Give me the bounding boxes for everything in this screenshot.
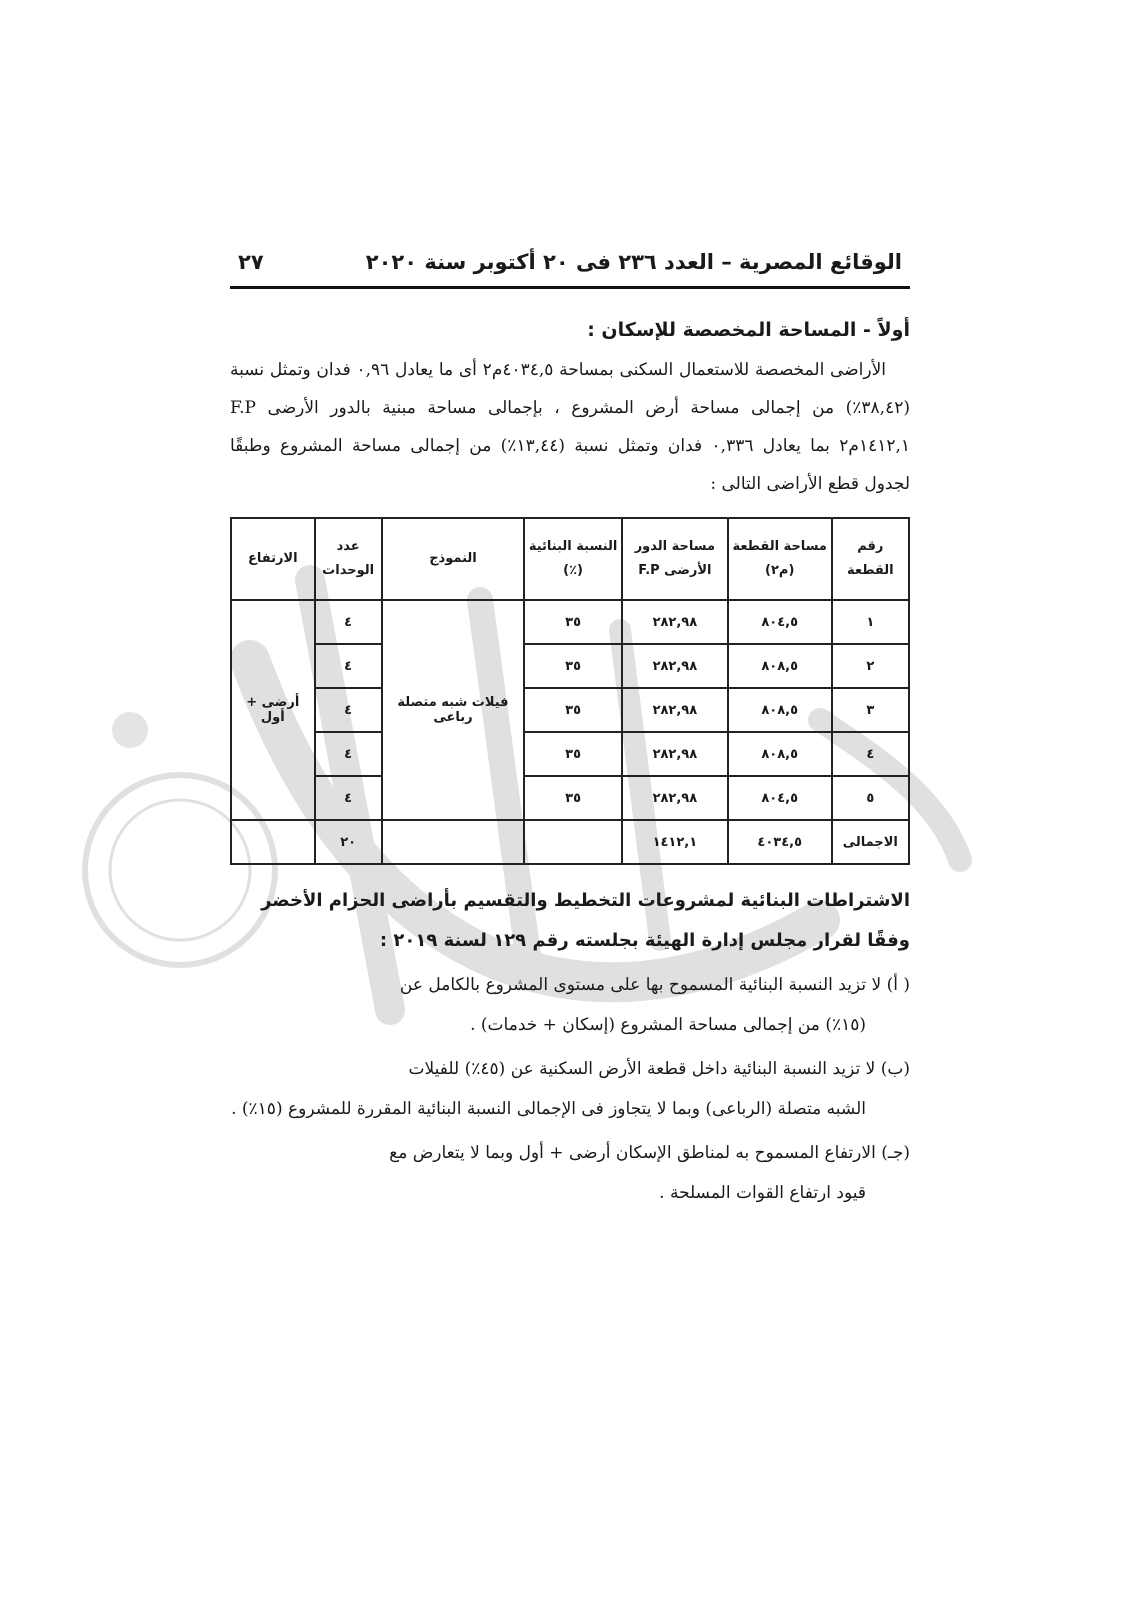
cell-units: ٤ (315, 732, 382, 776)
cell-total-ground-fp: ١٤١٢,١ (622, 820, 728, 864)
cell-building-ratio: ٣٥ (524, 644, 622, 688)
cell-plot-area: ٨٠٨,٥ (728, 732, 832, 776)
section-heading-housing: أولاً - المساحة المخصصة للإسكان : (587, 319, 910, 341)
item-marker: (ب) (880, 1059, 910, 1079)
section-heading-building-conditions: الاشتراطات البنائية لمشروعات التخطيط والتقسيم بأراضى الحزام الأخضر (261, 890, 910, 911)
item-marker: ( أ) (886, 975, 910, 995)
cell-model: فيلات شبه متصلة رباعى (382, 600, 525, 820)
page-number: ٢٧ (238, 250, 264, 274)
cell-total-empty (524, 820, 622, 864)
item-continuation: الشبه متصلة (الرباعى) وبما لا يتجاوز فى الإجمالى النسبة البنائية المقررة للمشروع (١٥٪) . (231, 1099, 866, 1119)
cell-height: أرضى + أول (231, 600, 315, 820)
cell-ground-fp: ٢٨٢,٩٨ (622, 688, 728, 732)
cell-units: ٤ (315, 600, 382, 644)
cell-total-units: ٢٠ (315, 820, 382, 864)
cell-plot-no: ١ (832, 600, 909, 644)
cell-plot-area: ٨٠٤,٥ (728, 776, 832, 820)
item-text: لا تزيد النسبة البنائية المسموح بها على مستوى المشروع بالكامل عن (399, 975, 882, 995)
item-continuation: (١٥٪) من إجمالى مساحة المشروع (إسكان + خدمات) . (470, 1015, 866, 1035)
housing-paragraph: الأراضى المخصصة للاستعمال السكنى بمساحة ٤٠٣٤,٥م٢ أى ما يعادل ٠,٩٦ فدان وتمثل نسبة (٣٨,٤٢٪) من إجمالى مساحة أرض المشروع ، بإجمالى مساحة مبنية بالدور الأرضى F.P ١٤١٢,١م٢ بما يعادل ٠,٣٣٦ فدان وتمثل نسبة (١٣,٤٤٪) من إجمالى مساحة المشروع وطبقًا لجدول قطع الأراضى التالى : (230, 360, 910, 494)
cell-units: ٤ (315, 688, 382, 732)
page-header (230, 250, 910, 289)
cell-total-empty (382, 820, 525, 864)
cell-building-ratio: ٣٥ (524, 688, 622, 732)
condition-item-b (230, 1049, 910, 1129)
header-model: النموذج (382, 518, 525, 600)
table-row (231, 688, 909, 732)
item-text: لا تزيد النسبة البنائية داخل قطعة الأرض السكنية عن (٤٥٪) للفيلات (408, 1059, 876, 1079)
cell-units: ٤ (315, 644, 382, 688)
cell-building-ratio: ٣٥ (524, 600, 622, 644)
cell-plot-area: ٨٠٨,٥ (728, 688, 832, 732)
table-row (231, 600, 909, 644)
cell-building-ratio: ٣٥ (524, 732, 622, 776)
item-continuation: قيود ارتفاع القوات المسلحة . (659, 1183, 866, 1203)
header-building-ratio: النسبة البنائية (٪) (524, 518, 622, 600)
header-ground-fp: مساحة الدور الأرضى F.P (622, 518, 728, 600)
table-total-row (231, 820, 909, 864)
cell-ground-fp: ٢٨٢,٩٨ (622, 776, 728, 820)
header-plot-no: رقم القطعة (832, 518, 909, 600)
gazette-title: الوقائع المصرية – العدد ٢٣٦ فى ٢٠ أكتوبر سنة ٢٠٢٠ (365, 250, 902, 274)
condition-item-a (230, 965, 910, 1045)
document-page (230, 250, 910, 1213)
cell-units: ٤ (315, 776, 382, 820)
header-units: عدد الوحدات (315, 518, 382, 600)
cell-total-plot-area: ٤٠٣٤,٥ (728, 820, 832, 864)
cell-total-empty (231, 820, 315, 864)
cell-building-ratio: ٣٥ (524, 776, 622, 820)
cell-plot-area: ٨٠٨,٥ (728, 644, 832, 688)
cell-plot-no: ٤ (832, 732, 909, 776)
section-subheading-decision: وفقًا لقرار مجلس إدارة الهيئة بجلسته رقم ١٢٩ لسنة ٢٠١٩ : (379, 930, 910, 951)
table-row (231, 776, 909, 820)
item-text: الارتفاع المسموح به لمناطق الإسكان أرضى + أول وبما لا يتعارض مع (389, 1143, 876, 1163)
table-header-row (231, 518, 909, 600)
plots-table (230, 517, 910, 865)
table-row (231, 732, 909, 776)
cell-total-label: الاجمالى (832, 820, 909, 864)
header-plot-area: مساحة القطعة (م٢) (728, 518, 832, 600)
cell-ground-fp: ٢٨٢,٩٨ (622, 732, 728, 776)
table-row (231, 644, 909, 688)
condition-item-c (230, 1133, 910, 1213)
cell-plot-no: ٣ (832, 688, 909, 732)
item-marker: (جـ) (881, 1143, 910, 1163)
cell-ground-fp: ٢٨٢,٩٨ (622, 600, 728, 644)
cell-plot-area: ٨٠٤,٥ (728, 600, 832, 644)
cell-plot-no: ٢ (832, 644, 909, 688)
cell-plot-no: ٥ (832, 776, 909, 820)
header-height: الارتفاع (231, 518, 315, 600)
cell-ground-fp: ٢٨٢,٩٨ (622, 644, 728, 688)
